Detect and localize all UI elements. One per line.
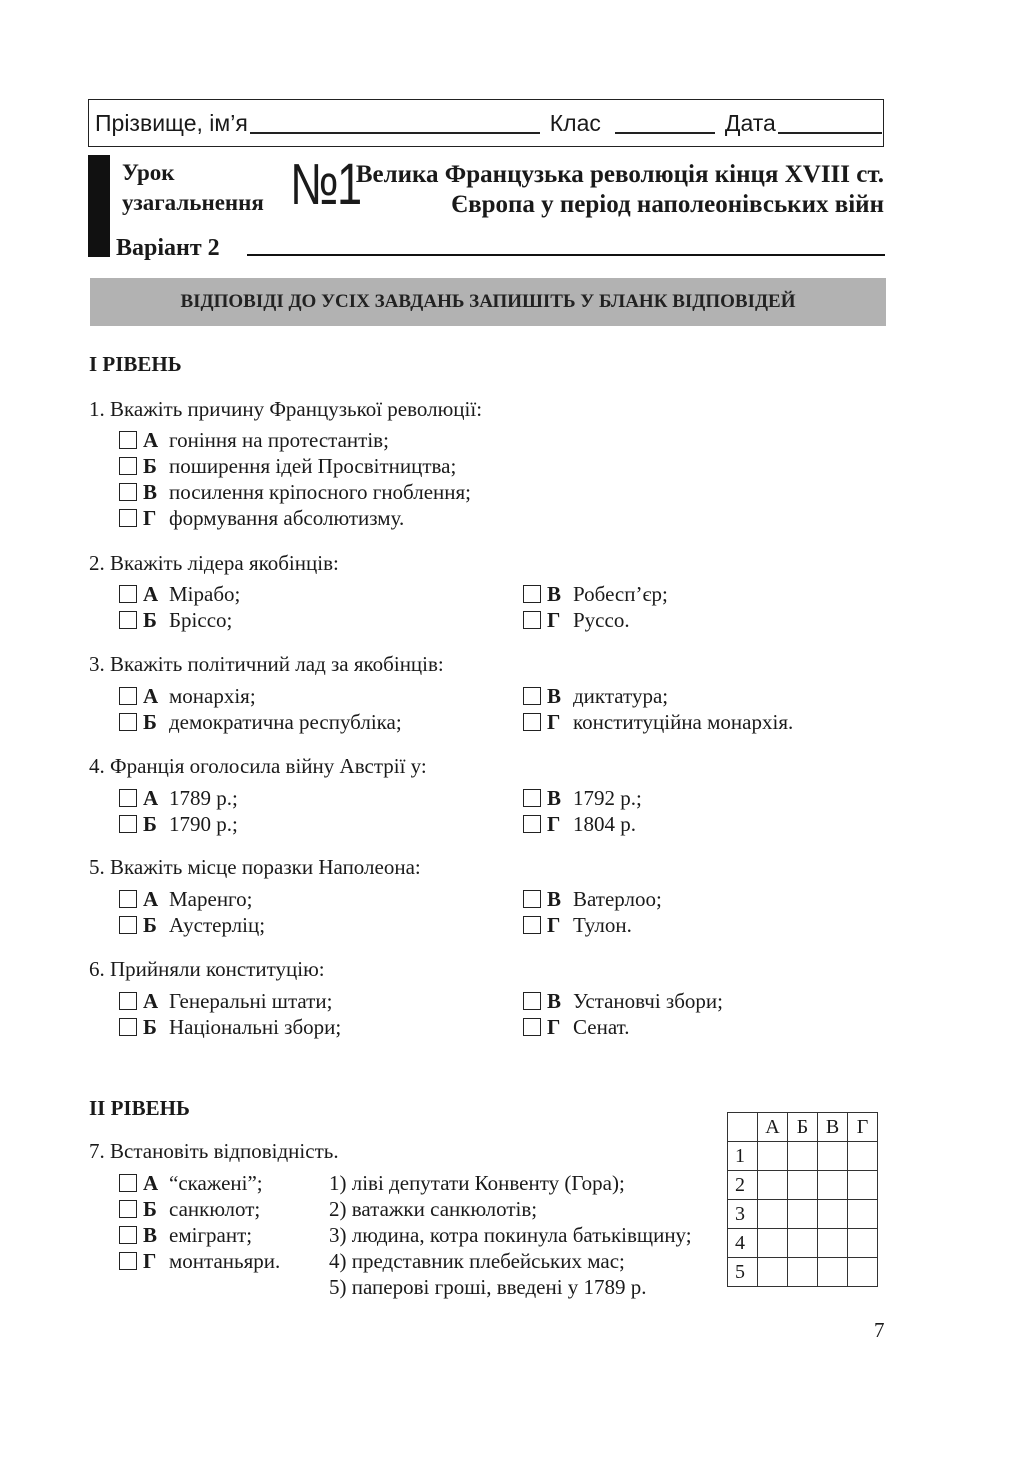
lesson-topic	[356, 160, 884, 220]
question-4: 4. Франція оголосила війну Австрії у:	[89, 754, 427, 778]
grid-cell[interactable]	[818, 1200, 848, 1229]
grid-row-header: 5	[728, 1258, 758, 1287]
grid-cell[interactable]	[788, 1171, 818, 1200]
checkbox[interactable]	[523, 916, 541, 934]
q4-option-b[interactable]: Б 1790 р.;	[119, 811, 238, 837]
grid-cell[interactable]	[818, 1142, 848, 1171]
checkbox[interactable]	[523, 611, 541, 629]
checkbox[interactable]	[523, 992, 541, 1010]
grid-cell[interactable]	[848, 1258, 878, 1287]
topic-line2: Європа у період наполеонівських війн	[451, 191, 884, 218]
variant-underline	[247, 254, 885, 256]
question-5: 5. Вкажіть місце поразки Наполеона:	[89, 855, 421, 879]
checkbox[interactable]	[523, 890, 541, 908]
checkbox[interactable]	[119, 585, 137, 603]
grid-cell[interactable]	[758, 1142, 788, 1171]
q5-option-b[interactable]: Б Аустерліц;	[119, 912, 265, 938]
q6-option-d[interactable]: Г Сенат.	[523, 1014, 629, 1040]
q7-match-item-3: 3) людина, котра покинула батьківщину;	[329, 1223, 692, 1247]
answer-grid	[727, 1112, 878, 1287]
grid-cell[interactable]	[788, 1258, 818, 1287]
q7-option-c[interactable]: В емігрант;	[119, 1222, 252, 1248]
q7-match-item-2: 2) ватажки санкюлотів;	[329, 1197, 538, 1221]
grid-cell[interactable]	[788, 1200, 818, 1229]
checkbox[interactable]	[119, 1174, 137, 1192]
grid-cell[interactable]	[758, 1200, 788, 1229]
grid-cell[interactable]	[848, 1171, 878, 1200]
topic-line1: Велика Французька революція кінця XVIII ст.	[355, 161, 884, 188]
date-label: Дата	[724, 109, 776, 136]
grid-cell[interactable]	[818, 1258, 848, 1287]
question-6: 6. Прийняли конституцію:	[89, 957, 325, 981]
checkbox[interactable]	[119, 1018, 137, 1036]
q4-option-c[interactable]: В 1792 р.;	[523, 785, 642, 811]
q3-option-a[interactable]: А монархія;	[119, 683, 256, 709]
q6-option-a[interactable]: А Генеральні штати;	[119, 988, 332, 1014]
grid-cell[interactable]	[818, 1229, 848, 1258]
instructions-banner: ВІДПОВІДІ ДО УСІХ ЗАВДАНЬ ЗАПИШІТЬ У БЛАНК ВІДПОВІДЕЙ	[90, 278, 886, 326]
q3-option-d[interactable]: Г конституційна монархія.	[523, 709, 793, 735]
q6-option-c[interactable]: В Установчі збори;	[523, 988, 723, 1014]
class-field[interactable]	[615, 112, 715, 134]
grid-cell[interactable]	[758, 1258, 788, 1287]
question-7: 7. Встановіть відповідність.	[89, 1139, 339, 1163]
q6-option-b[interactable]: Б Національні збори;	[119, 1014, 341, 1040]
q2-option-a[interactable]: А Мірабо;	[119, 581, 240, 607]
q5-option-d[interactable]: Г Тулон.	[523, 912, 632, 938]
q7-match-item-4: 4) представник плебейських мас;	[329, 1249, 625, 1273]
q1-option-a[interactable]: А гоніння на протестантів;	[119, 427, 389, 453]
grid-cell[interactable]	[848, 1229, 878, 1258]
q7-match-item-1: 1) ліві депутати Конвенту (Гора);	[329, 1171, 625, 1195]
q1-option-d[interactable]: Г формування абсолютизму.	[119, 505, 404, 531]
grid-cell[interactable]	[758, 1229, 788, 1258]
lesson-label-line2: узагальнення	[122, 190, 264, 215]
name-label: Прізвище, ім’я	[95, 109, 248, 136]
q5-option-a[interactable]: А Маренго;	[119, 886, 252, 912]
grid-cell[interactable]	[758, 1171, 788, 1200]
variant-label: Варіант 2	[116, 235, 220, 261]
date-field[interactable]	[778, 112, 882, 134]
q2-option-d[interactable]: Г Руссо.	[523, 607, 630, 633]
q5-option-c[interactable]: В Ватерлоо;	[523, 886, 662, 912]
class-label: Клас	[549, 109, 601, 136]
checkbox[interactable]	[119, 992, 137, 1010]
q7-option-d[interactable]: Г монтаньяри.	[119, 1248, 280, 1274]
checkbox[interactable]	[523, 585, 541, 603]
checkbox[interactable]	[119, 509, 137, 527]
checkbox[interactable]	[119, 483, 137, 501]
checkbox[interactable]	[119, 713, 137, 731]
checkbox[interactable]	[119, 1200, 137, 1218]
checkbox[interactable]	[523, 1018, 541, 1036]
name-field[interactable]	[250, 112, 540, 134]
checkbox[interactable]	[119, 457, 137, 475]
checkbox[interactable]	[119, 431, 137, 449]
lesson-label	[122, 158, 264, 218]
header-black-bar	[88, 155, 110, 257]
q3-option-c[interactable]: В диктатура;	[523, 683, 668, 709]
page-number: 7	[874, 1318, 885, 1342]
grid-cell[interactable]	[848, 1142, 878, 1171]
grid-row-header: 2	[728, 1171, 758, 1200]
q2-option-b[interactable]: Б Бріссо;	[119, 607, 232, 633]
checkbox[interactable]	[119, 916, 137, 934]
checkbox[interactable]	[523, 687, 541, 705]
q7-option-a[interactable]: А “скажені”;	[119, 1170, 263, 1196]
grid-corner	[728, 1113, 758, 1142]
checkbox[interactable]	[523, 789, 541, 807]
q7-option-b[interactable]: Б санкюлот;	[119, 1196, 260, 1222]
checkbox[interactable]	[119, 1252, 137, 1270]
grid-row-header: 3	[728, 1200, 758, 1229]
checkbox[interactable]	[119, 687, 137, 705]
grid-col-header: Б	[788, 1113, 818, 1142]
checkbox[interactable]	[119, 890, 137, 908]
grid-row-header: 1	[728, 1142, 758, 1171]
grid-col-header: А	[758, 1113, 788, 1142]
grid-cell[interactable]	[788, 1229, 818, 1258]
grid-cell[interactable]	[788, 1142, 818, 1171]
lesson-label-line1: Урок	[122, 160, 175, 185]
q3-option-b[interactable]: Б демократична республіка;	[119, 709, 402, 735]
student-info-box	[88, 99, 884, 147]
grid-cell[interactable]	[818, 1171, 848, 1200]
checkbox[interactable]	[119, 1226, 137, 1244]
checkbox[interactable]	[119, 611, 137, 629]
lesson-number: №1	[290, 152, 361, 217]
grid-cell[interactable]	[848, 1200, 878, 1229]
q2-option-c[interactable]: В Робесп’єр;	[523, 581, 668, 607]
checkbox[interactable]	[119, 815, 137, 833]
question-1: 1. Вкажіть причину Французької революції:	[89, 397, 483, 421]
q4-option-d[interactable]: Г 1804 р.	[523, 811, 636, 837]
q1-option-c[interactable]: В посилення кріпосного гноблення;	[119, 479, 471, 505]
grid-row-header: 4	[728, 1229, 758, 1258]
level-1-heading: І РІВЕНЬ	[89, 352, 182, 376]
q1-option-b[interactable]: Б поширення ідей Просвітництва;	[119, 453, 456, 479]
question-3: 3. Вкажіть політичний лад за якобінців:	[89, 652, 444, 676]
grid-col-header: Г	[848, 1113, 878, 1142]
q4-option-a[interactable]: А 1789 р.;	[119, 785, 238, 811]
level-2-heading: ІІ РІВЕНЬ	[89, 1096, 190, 1120]
grid-col-header: В	[818, 1113, 848, 1142]
checkbox[interactable]	[523, 713, 541, 731]
q7-match-item-5: 5) паперові гроші, введені у 1789 р.	[329, 1275, 647, 1299]
checkbox[interactable]	[523, 815, 541, 833]
question-2: 2. Вкажіть лідера якобінців:	[89, 551, 339, 575]
checkbox[interactable]	[119, 789, 137, 807]
